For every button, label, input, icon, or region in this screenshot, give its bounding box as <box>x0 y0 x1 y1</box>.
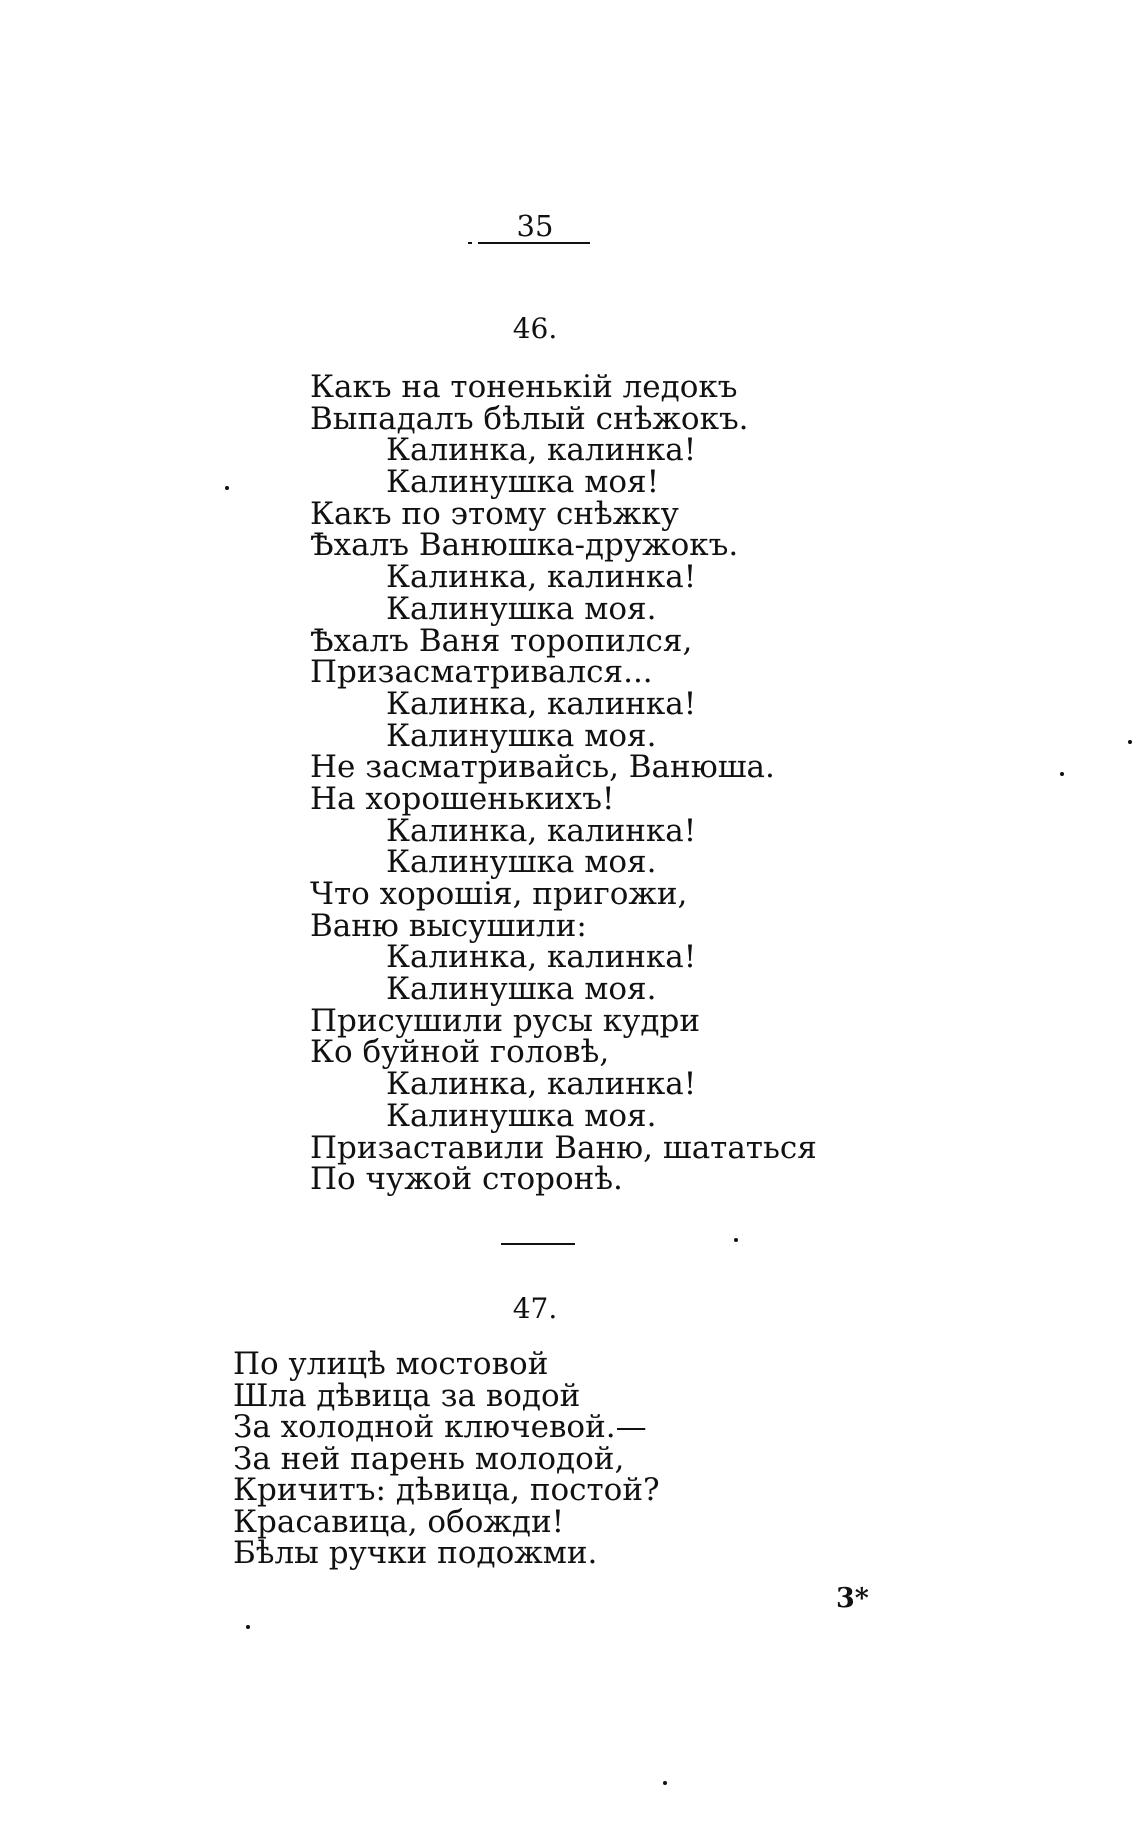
poem-line: Калинушка моя. <box>386 1097 657 1134</box>
poem-line: За ней парень молодой, <box>233 1440 625 1477</box>
poem-line: Не засматривайсь, Ванюша. <box>310 749 775 786</box>
poem-line: По улицѣ мостовой <box>233 1346 549 1382</box>
poem-line: Что хорошія, пригожи, <box>310 876 688 912</box>
page-number-rule <box>478 242 590 244</box>
poem-line: Ѣхалъ Ванюшка-дружокъ. <box>310 527 739 564</box>
poem-line: Призаставили Ваню, шататься <box>310 1129 817 1166</box>
poem-line: Калинушка моя. <box>386 717 657 754</box>
poem-line: Шла дѣвица за водой <box>233 1377 581 1414</box>
poem-line: Ѣхалъ Ваня торопился, <box>310 622 693 659</box>
poem-46 <box>310 369 817 1198</box>
print-speck <box>663 1781 667 1785</box>
section-divider <box>501 1243 575 1245</box>
poem-line: Калинушка моя. <box>386 844 657 881</box>
poem-line: Ко буйной головѣ, <box>310 1034 610 1071</box>
poem-line: Ваню высушили: <box>310 907 587 944</box>
poem-number-47: 47. <box>512 1292 558 1325</box>
poem-line: Какъ по этому снѣжку <box>310 495 679 532</box>
poem-line: Калинка, калинка! <box>386 559 697 596</box>
poem-line: Бѣлы ручки подожми. <box>233 1535 598 1571</box>
poem-line: Калинушка моя! <box>386 464 660 501</box>
print-speck <box>225 486 229 490</box>
poem-number-46: 46. <box>512 312 558 345</box>
poem-line: Калинка, калинка! <box>386 432 697 469</box>
page-number-tick <box>468 242 472 244</box>
poem-line: По чужой сторонѣ. <box>310 1161 623 1198</box>
poem-line: Выпадалъ бѣлый снѣжокъ. <box>310 400 749 437</box>
poem-47 <box>233 1346 660 1571</box>
signature-mark: 3* <box>836 1583 869 1614</box>
print-speck <box>246 1625 250 1629</box>
poem-line: Калинушка моя. <box>386 971 657 1008</box>
poem-line: Калинушка моя. <box>386 590 657 627</box>
poem-line: Калинка, калинка! <box>386 1066 697 1103</box>
poem-line: Кричитъ: дѣвица, постой? <box>233 1472 660 1508</box>
poem-line: Присушили русы кудри <box>310 1002 701 1039</box>
poem-line: Калинка, калинка! <box>386 812 697 849</box>
poem-line: За холодной ключевой.— <box>233 1409 647 1445</box>
poem-line: Призасматривался... <box>310 654 653 691</box>
print-speck <box>734 1238 738 1242</box>
page-number: 35 <box>516 209 554 243</box>
poem-line: Красавица, обожди! <box>233 1503 565 1540</box>
print-speck <box>1128 740 1132 744</box>
poem-line: Калинка, калинка! <box>386 939 697 976</box>
poem-line: Какъ на тоненькій ледокъ <box>310 369 738 405</box>
poem-line: Калинка, калинка! <box>386 685 697 722</box>
poem-line: На хорошенькихъ! <box>310 780 615 817</box>
print-speck <box>1060 772 1064 776</box>
